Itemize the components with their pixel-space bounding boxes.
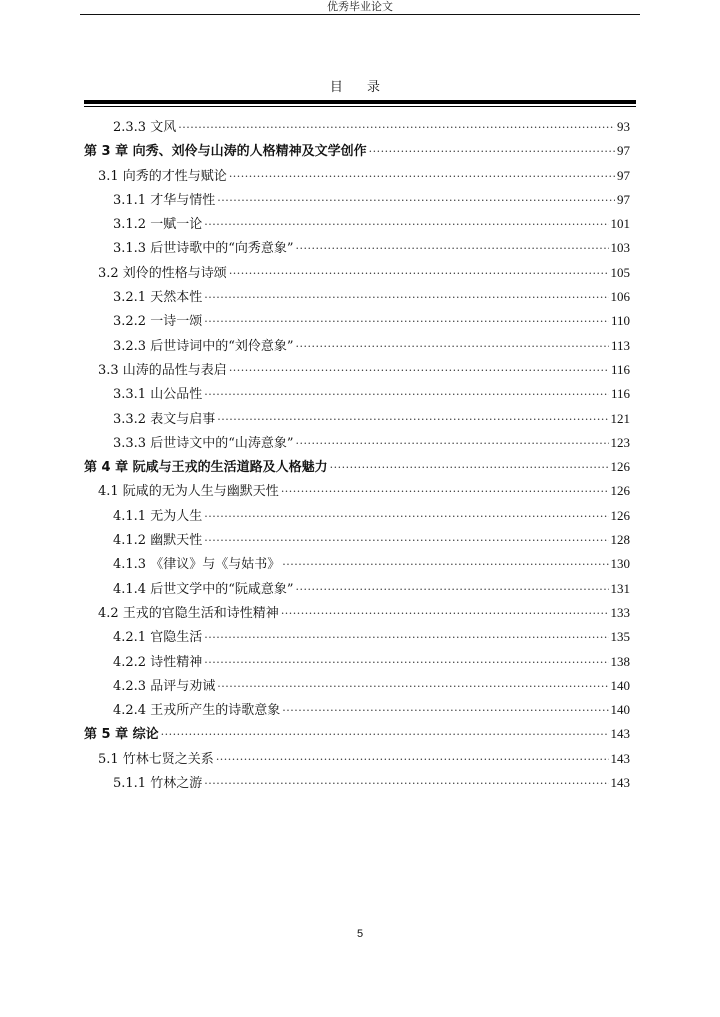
title-thin-rule [84,106,636,107]
toc-entry-label: 5.1 竹林七贤之关系 [98,751,214,767]
toc-entry-label: 2.3.3 文风 [113,120,177,135]
toc-entry-label: 4.1.2 幽默天性 [113,533,203,549]
toc-entry-page-number: 110 [610,313,630,329]
toc-entry[interactable] [84,455,630,479]
toc-entry[interactable] [84,650,630,674]
toc-dot-leader [178,116,615,140]
toc-entry[interactable] [84,115,630,139]
toc-entry[interactable] [84,577,630,601]
toc-entry-label: 3.1.2 一赋一论 [113,217,203,233]
toc-dot-leader [217,408,608,432]
toc-dot-leader [204,529,608,553]
toc-entry-page-number: 143 [610,775,630,791]
toc-dot-leader [229,165,615,189]
toc-entry-page-number: 105 [610,264,630,280]
toc-entry-page-number: 121 [610,410,630,426]
page-number: 5 [356,928,364,940]
toc-entry-page-number: 93 [617,119,630,134]
toc-entry-label: 3.3.1 山公品性 [113,387,203,403]
toc-dot-leader [161,723,609,747]
toc-entry-page-number: 140 [610,677,630,693]
toc-entry-label: 4.2.2 诗性精神 [113,654,203,670]
toc-entry-label: 4.2.4 王戎所产生的诗歌意象 [113,703,281,719]
toc-entry-page-number: 130 [610,556,630,572]
toc-dot-leader [204,772,608,796]
toc-entry[interactable] [84,309,630,333]
toc-dot-leader [204,383,609,407]
toc-dot-leader [216,748,609,772]
toc-dot-leader [217,675,608,699]
toc-entry-label: 3.3.2 表文与启事 [113,411,216,427]
toc-dot-leader [296,578,609,602]
toc-entry[interactable] [84,139,630,163]
toc-entry-page-number: 106 [610,289,630,305]
title-thick-rule [84,100,636,104]
toc-entry[interactable] [84,407,630,431]
toc-entry-label: 3.2 刘伶的性格与诗颂 [98,265,227,281]
toc-entry-label: 3.3.3 后世诗文中的“山涛意象” [113,435,294,451]
toc-entry-label: 第 4 章 阮咸与王戎的生活道路及人格魅力 [84,460,328,476]
toc-entry[interactable] [84,601,630,625]
toc-entry[interactable] [84,674,630,698]
toc-entry[interactable] [84,334,630,358]
running-header: 优秀毕业论文 [327,0,393,13]
toc-dot-leader [204,626,608,650]
toc-dot-leader [204,286,608,310]
toc-entry-page-number: 143 [610,726,630,742]
toc-dot-leader [204,213,608,237]
toc-entry[interactable] [84,504,630,528]
toc-dot-leader [282,553,608,577]
toc-entry-page-number: 131 [610,580,630,596]
toc-title: 目 录 [329,80,391,95]
toc-entry-label: 5.1.1 竹林之游 [113,776,203,792]
toc-dot-leader [282,699,608,723]
toc-entry-page-number: 116 [610,386,630,402]
toc-entry[interactable] [84,771,630,795]
toc-entry-label: 4.2.1 官隐生活 [113,630,203,646]
header-rule [80,14,640,15]
toc-entry-label: 第 5 章 综论 [84,727,159,743]
toc-entry[interactable] [84,722,630,746]
toc-entry-label: 3.1.3 后世诗歌中的“向秀意象” [113,241,294,257]
toc-dot-leader [369,140,615,164]
toc-entry-page-number: 143 [610,750,630,766]
toc-dot-leader [204,651,608,675]
toc-dot-leader [217,189,615,213]
toc-entry[interactable] [84,552,630,576]
toc-entry-page-number: 101 [610,216,630,232]
toc-entry[interactable] [84,431,630,455]
toc-entry-page-number: 126 [610,507,630,523]
toc-entry-page-number: 138 [610,653,630,669]
toc-entry-page-number: 126 [610,483,630,499]
toc-dot-leader [204,310,609,334]
toc-dot-leader [229,359,609,383]
toc-entry-label: 3.2.1 天然本性 [113,290,203,306]
toc-entry-page-number: 116 [610,361,630,377]
toc-entry[interactable] [84,625,630,649]
toc-entry[interactable] [84,164,630,188]
toc-dot-leader [330,456,609,480]
toc-entry-label: 4.1.4 后世文学中的“阮咸意象” [113,581,294,597]
table-of-contents [84,115,630,795]
toc-entry-page-number: 113 [610,337,630,353]
toc-entry-label: 3.2.3 后世诗词中的“刘伶意象” [113,338,294,354]
toc-dot-leader [296,432,609,456]
toc-entry[interactable] [84,382,630,406]
toc-entry[interactable] [84,358,630,382]
toc-dot-leader [281,602,609,626]
toc-entry-page-number: 97 [617,191,630,207]
toc-entry[interactable] [84,236,630,260]
toc-entry-label: 3.2.2 一诗一颂 [113,314,203,330]
toc-entry-label: 3.1 向秀的才性与赋论 [98,168,227,184]
toc-entry-page-number: 128 [610,532,630,548]
toc-entry-label: 4.1 阮咸的无为人生与幽默天性 [98,484,279,500]
toc-dot-leader [229,262,609,286]
toc-entry-label: 4.2 王戎的官隐生活和诗性精神 [98,605,279,621]
toc-dot-leader [296,237,609,261]
toc-entry[interactable] [84,212,630,236]
toc-entry-label: 4.2.3 品评与劝诫 [113,678,216,694]
toc-dot-leader [296,335,609,359]
toc-entry-page-number: 135 [610,629,630,645]
toc-entry[interactable] [84,698,630,722]
toc-entry[interactable] [84,479,630,503]
toc-entry[interactable] [84,188,630,212]
toc-entry-page-number: 103 [610,240,630,256]
toc-dot-leader [281,480,609,504]
toc-entry[interactable] [84,285,630,309]
toc-dot-leader [204,505,608,529]
toc-entry-label: 4.1.3 《律议》与《与姑书》 [113,557,281,573]
toc-entry[interactable] [84,261,630,285]
toc-entry[interactable] [84,747,630,771]
toc-entry-label: 3.3 山涛的品性与表启 [98,362,227,378]
toc-entry-label: 3.1.1 才华与情性 [113,192,216,208]
toc-entry-page-number: 97 [617,143,630,159]
toc-entry-page-number: 133 [610,604,630,620]
toc-entry-page-number: 126 [610,459,630,475]
toc-entry-label: 4.1.1 无为人生 [113,508,203,524]
toc-entry-label: 第 3 章 向秀、刘伶与山涛的人格精神及文学创作 [84,144,367,160]
toc-entry[interactable] [84,528,630,552]
toc-entry-page-number: 123 [610,434,630,450]
toc-entry-page-number: 140 [610,702,630,718]
toc-entry-page-number: 97 [617,167,630,183]
